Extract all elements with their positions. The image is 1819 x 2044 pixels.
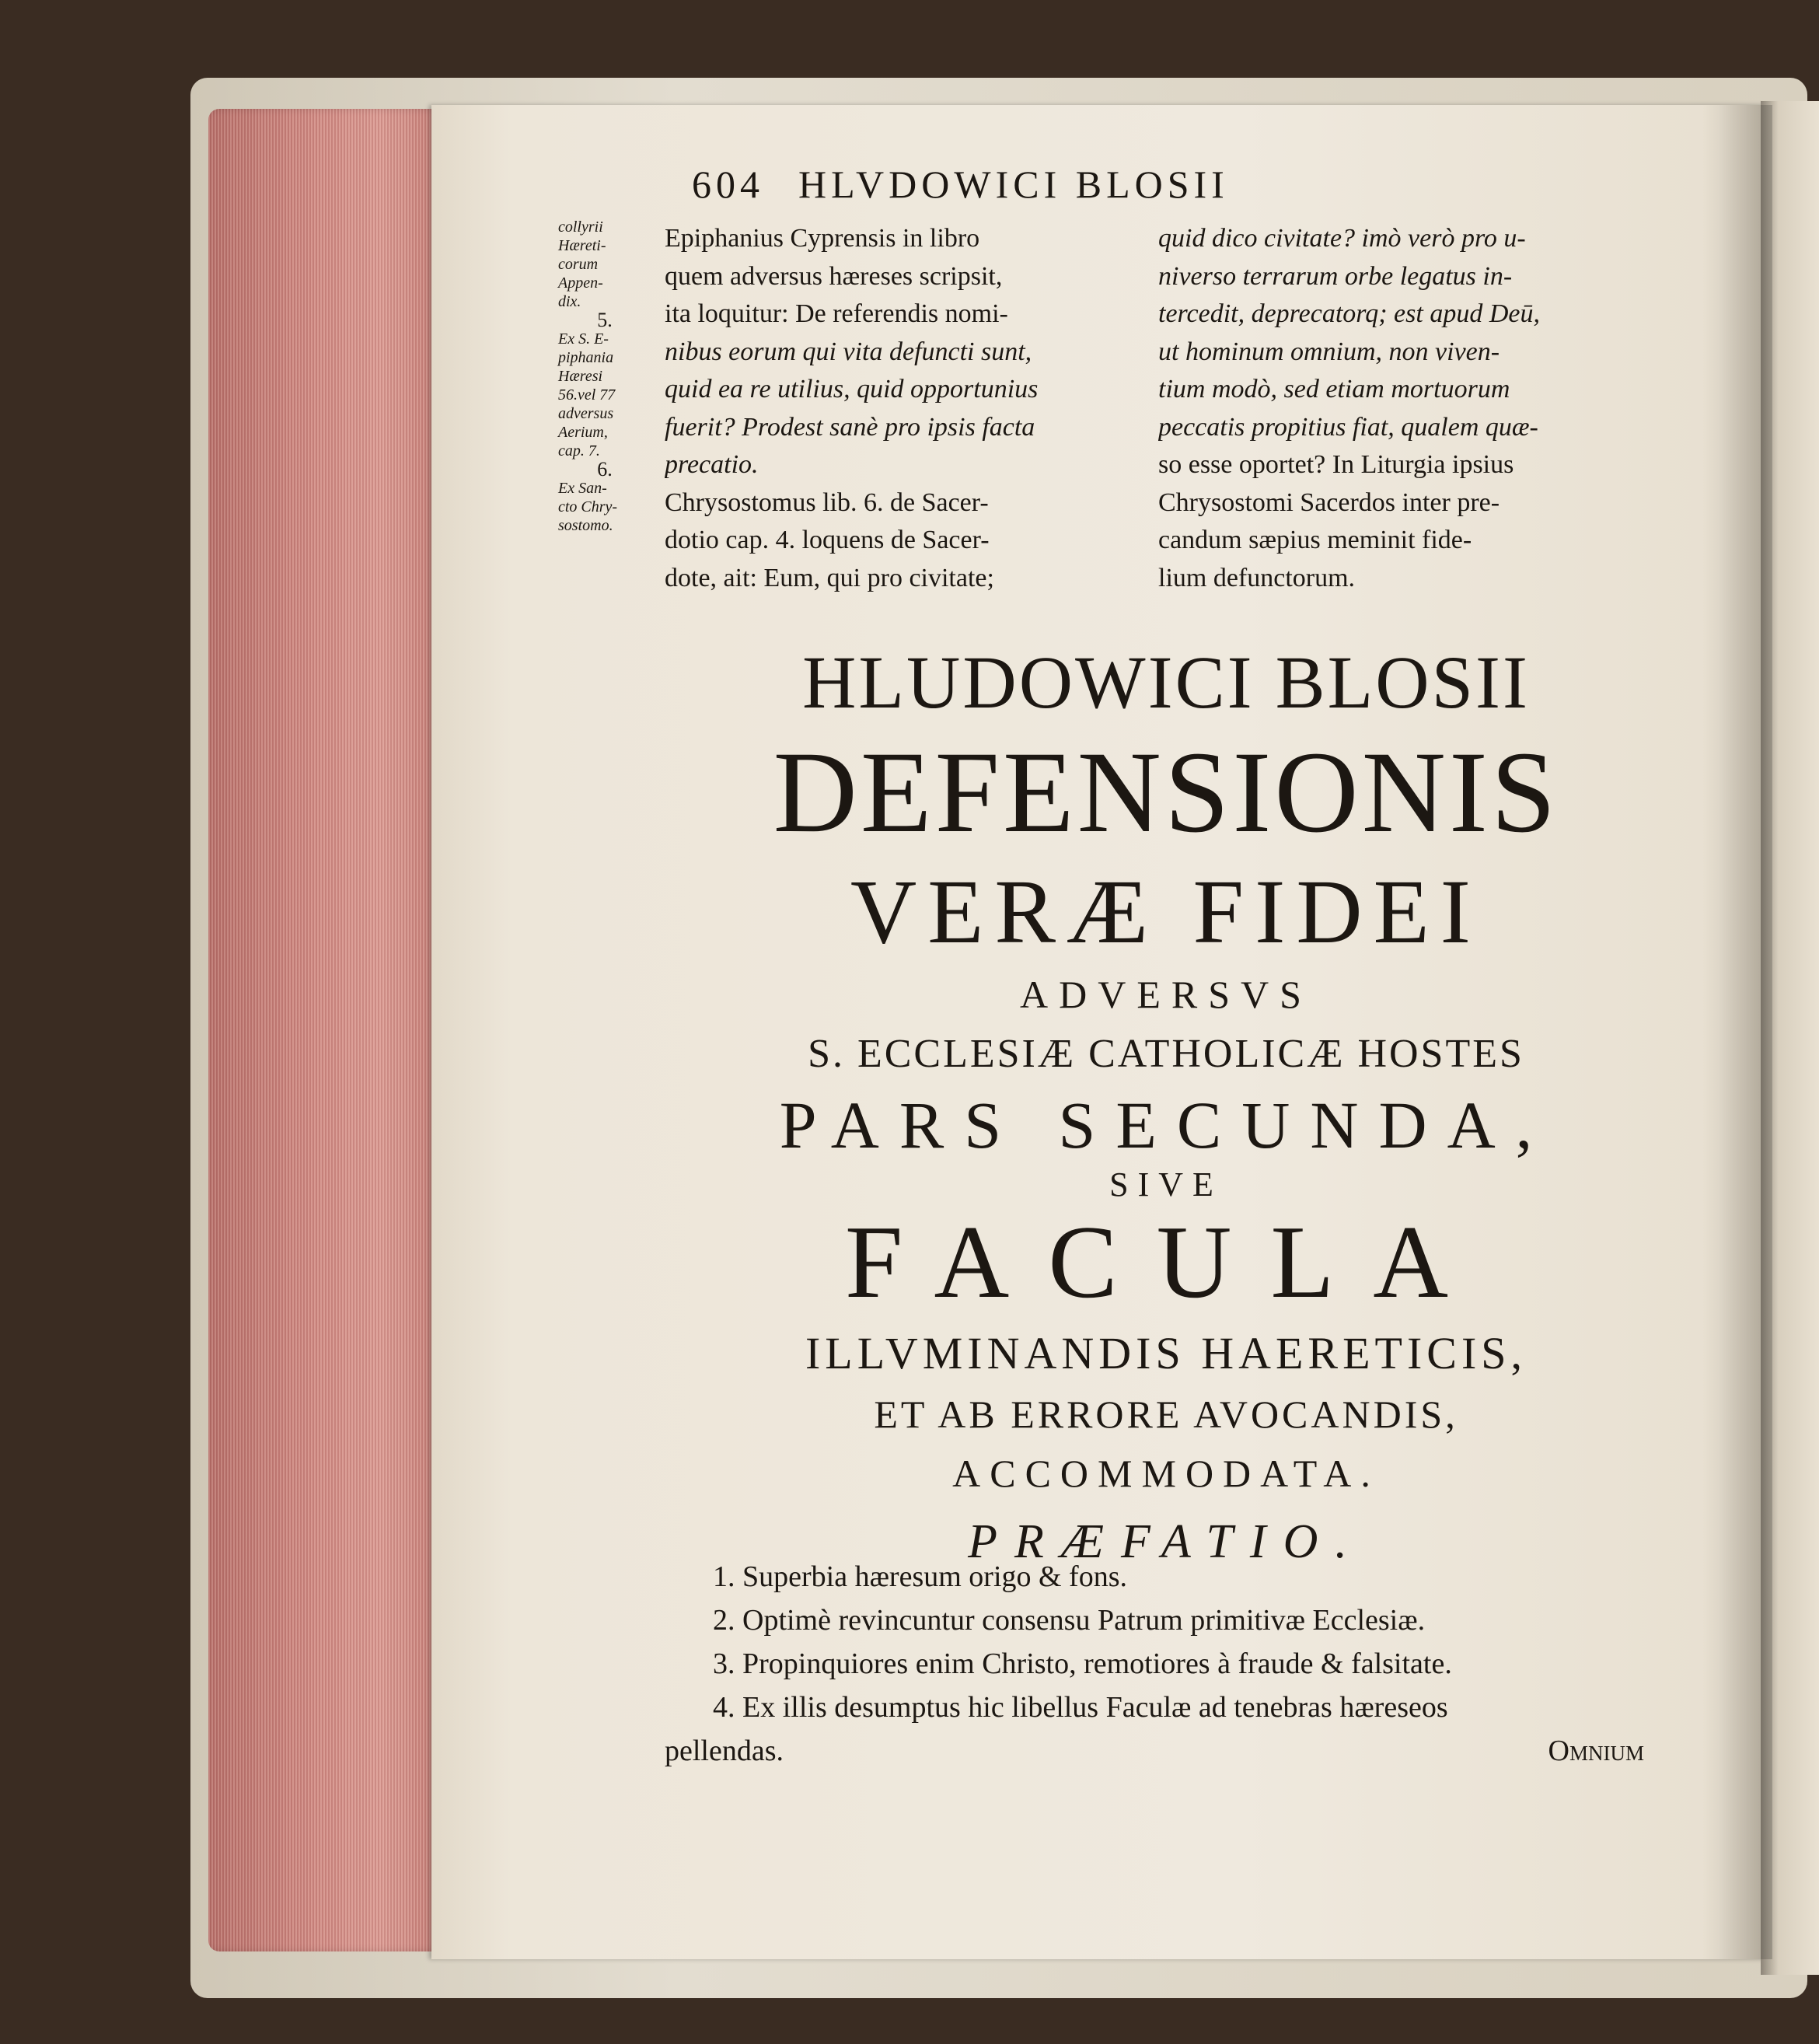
gutter-shadow <box>1702 105 1772 1959</box>
summary-item: 3. Propinquiores enim Christo, remotiores à fraude & falsitate. <box>713 1647 1452 1680</box>
margin-note-line: Ex S. E- <box>558 330 609 348</box>
section-title <box>676 641 1656 1568</box>
catchword: Omnium <box>1548 1735 1644 1767</box>
text-line: Chrysostomi Sacerdos inter pre- <box>1158 487 1500 517</box>
summary-last-line <box>665 1729 1644 1773</box>
title-line: SIVE <box>1109 1165 1223 1204</box>
margin-note-line: collyrii <box>558 218 603 236</box>
preface-summary <box>665 1555 1644 1773</box>
page-number: 604 <box>692 162 764 206</box>
margin-note-line: Appen- <box>558 274 603 292</box>
margin-notes <box>558 218 651 535</box>
title-line: ET AB ERRORE AVOCANDIS, <box>874 1392 1458 1436</box>
text-line: nibus eorum qui vita defuncti sunt, <box>665 337 1032 366</box>
text-line: dotio cap. 4. loquens de Sacer- <box>665 526 990 554</box>
text-line: Epiphanius Cyprensis in libro <box>665 224 980 253</box>
text-line: lium defunctorum. <box>1158 563 1356 592</box>
text-line: ita loquitur: De referendis nomi- <box>665 299 1008 328</box>
margin-note-line: cto Chry- <box>558 498 618 515</box>
text-line: Chrysostomus lib. 6. de Sacer- <box>665 487 989 517</box>
text-line: tium modò, sed etiam mortuorum <box>1158 375 1510 404</box>
text-line: precatio. <box>665 450 759 479</box>
margin-note-line: dix. <box>558 293 581 310</box>
text-line: ut hominum omnium, non viven- <box>1158 337 1500 366</box>
title-facula: FACULA <box>844 1204 1488 1319</box>
text-line: quem adversus hæreses scripsit, <box>665 261 1003 291</box>
preface-heading: PRÆFATIO. <box>968 1515 1364 1568</box>
margin-note-number: 5. <box>597 309 613 331</box>
text-line: candum sæpius meminit fide- <box>1158 526 1472 554</box>
running-head <box>692 162 1531 207</box>
page-edges <box>208 109 442 1951</box>
text-column-left <box>665 220 1150 597</box>
margin-note-number: 6. <box>597 458 613 480</box>
text-line: quid ea re utilius, quid opportunius <box>665 375 1039 404</box>
title-line: ILLVMINANDIS HAERETICIS, <box>805 1328 1527 1378</box>
text-column-right <box>1158 220 1640 597</box>
text-line: dote, ait: Eum, qui pro civitate; <box>665 563 994 592</box>
summary-item: 2. Optimè revincuntur consensu Patrum primitivæ Ecclesiæ. <box>713 1604 1426 1637</box>
title-line: S. ECCLESIÆ CATHOLICÆ HOSTES <box>808 1032 1524 1076</box>
margin-note-line: Ex San- <box>558 480 607 497</box>
margin-note-line: Aerium, <box>558 424 608 441</box>
text-line: peccatis propitius fiat, qualem quæ- <box>1158 412 1538 442</box>
title-author: HLUDOWICI BLOSII <box>802 641 1530 724</box>
text-line: niverso terrarum orbe legatus in- <box>1158 261 1513 291</box>
text-line: tercedit, deprecatorq; est apud Deū, <box>1158 299 1540 328</box>
summary-item: 4. Ex illis desumptus hic libellus Faculæ ad tenebras hæreseos <box>713 1691 1448 1724</box>
summary-item: pellendas. <box>665 1735 784 1767</box>
text-line: fuerit? Prodest sanè pro ipsis facta <box>665 412 1035 442</box>
margin-note-line: adversus <box>558 405 614 422</box>
margin-note-line: Hæreti- <box>558 237 606 254</box>
margin-note-line: piphania <box>558 349 614 366</box>
margin-note-line: sostomo. <box>558 517 613 534</box>
title-line: ADVERSVS <box>1020 973 1312 1016</box>
text-line: so esse oportet? In Liturgia ipsius <box>1158 450 1514 479</box>
title-line: ACCOMMODATA. <box>952 1452 1380 1495</box>
text-line: quid dico civitate? imò verò pro u- <box>1158 224 1526 253</box>
title-part: PARS SECUNDA, <box>779 1088 1553 1162</box>
margin-note-line: corum <box>558 256 599 273</box>
summary-item: 1. Superbia hæresum origo & fons. <box>713 1560 1128 1593</box>
margin-note-line: Hæresi <box>558 368 603 385</box>
running-title: HLVDOWICI BLOSII <box>798 162 1229 206</box>
title-line: VERÆ FIDEI <box>850 861 1482 963</box>
margin-note-line: 56.vel 77 <box>558 386 616 404</box>
margin-note-line: cap. 7. <box>558 442 600 459</box>
title-main: DEFENSIONIS <box>773 728 1559 857</box>
